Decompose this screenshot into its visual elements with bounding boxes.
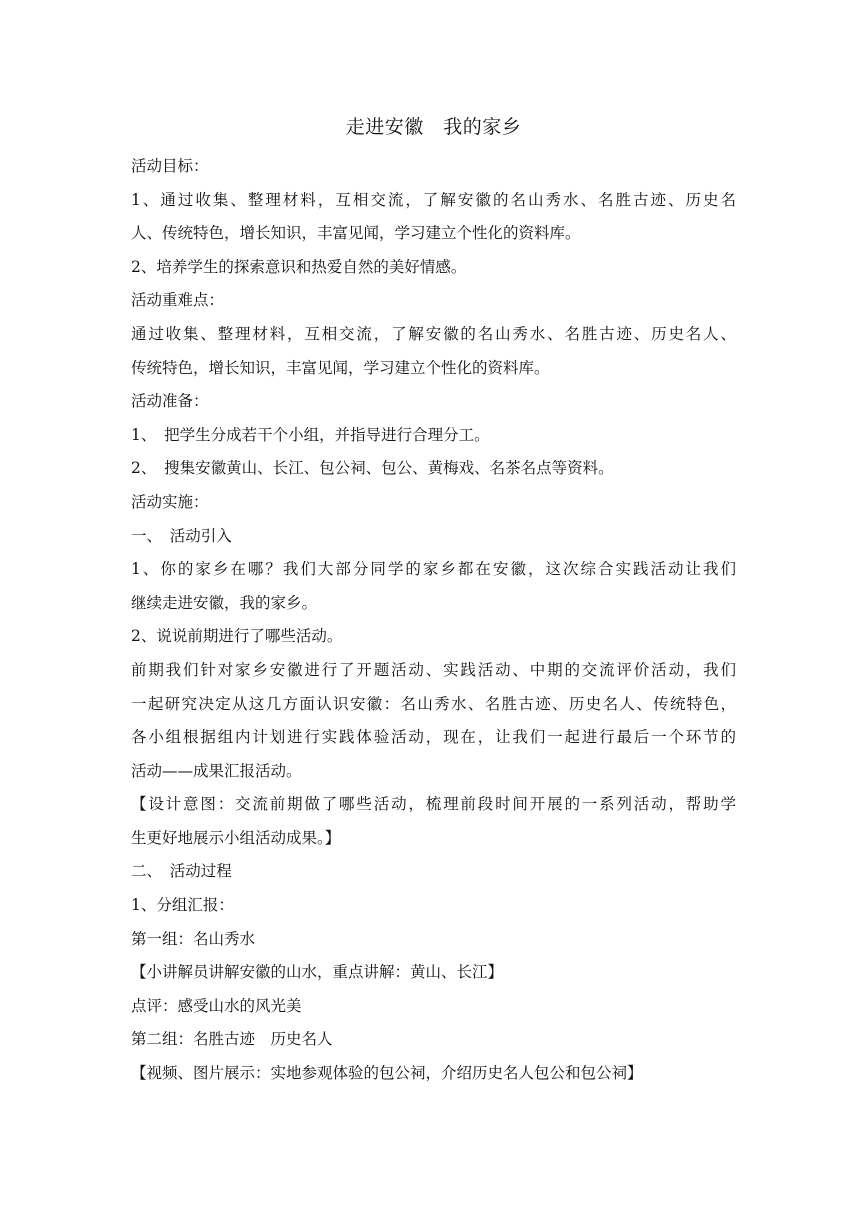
text-line: 【视频、图片展示：实地参观体验的包公祠，介绍历史名人包公和包公祠】 [131, 1064, 643, 1083]
text-line: 活动准备： [131, 392, 209, 411]
text-line: 2、培养学生的探索意识和热爱自然的美好情感。 [131, 257, 467, 276]
text-line: 活动——成果汇报活动。 [131, 761, 302, 780]
text-line: 2、说说前期进行了哪些活动。 [131, 627, 343, 646]
text-line: 活动实施： [131, 492, 209, 511]
text-line: 【小讲解员讲解安徽的山水，重点讲解：黄山、长江】 [131, 963, 504, 982]
text-line: 1、你的家乡在哪？我们大部分同学的家乡都在安徽，这次综合实践活动让我们 [131, 560, 736, 579]
text-line: 生更好地展示小组活动成果。】 [131, 828, 341, 847]
page-title: 走进安徽 我的家乡 [345, 116, 522, 138]
text-line: 第一组：名山秀水 [131, 929, 256, 948]
text-line: 传统特色，增长知识，丰富见闻，学习建立个性化的资料库。 [131, 358, 550, 377]
text-line: 1、通过收集、整理材料，互相交流，了解安徽的名山秀水、名胜古迹、历史名 [131, 190, 736, 209]
text-line: 1、分组汇报： [131, 896, 234, 915]
text-line: 【设计意图：交流前期做了哪些活动，梳理前段时间开展的一系列活动，帮助学 [131, 795, 736, 814]
text-line: 活动目标： [131, 157, 209, 175]
text-line: 各小组根据组内计划进行实践体验活动，现在，让我们一起进行最后一个环节的 [131, 728, 736, 747]
text-line: 点评：感受山水的风光美 [131, 996, 302, 1015]
text-line: 2、 搜集安徽黄山、长江、包公祠、包公、黄梅戏、名茶名点等资料。 [131, 459, 614, 478]
text-line: 一、 活动引入 [131, 526, 232, 545]
text-line: 二、 活动过程 [131, 862, 232, 881]
text-line: 前期我们针对家乡安徽进行了开题活动、实践活动、中期的交流评价活动，我们 [131, 660, 736, 679]
text-line: 人、传统特色，增长知识，丰富见闻，学习建立个性化的资料库。 [131, 224, 581, 243]
text-line: 1、 把学生分成若干个小组，并指导进行合理分工。 [131, 425, 490, 444]
text-line: 一起研究决定从这几方面认识安徽：名山秀水、名胜古迹、历史名人、传统特色， [131, 694, 736, 713]
text-line: 活动重难点： [131, 291, 225, 310]
document-body [131, 150, 736, 1091]
document-page [131, 112, 736, 1091]
text-line: 继续走进安徽，我的家乡。 [131, 593, 318, 612]
text-line: 第二组：名胜古迹 历史名人 [131, 1030, 333, 1049]
text-line: 通过收集、整理材料，互相交流，了解安徽的名山秀水、名胜古迹、历史名人、 [131, 324, 736, 343]
